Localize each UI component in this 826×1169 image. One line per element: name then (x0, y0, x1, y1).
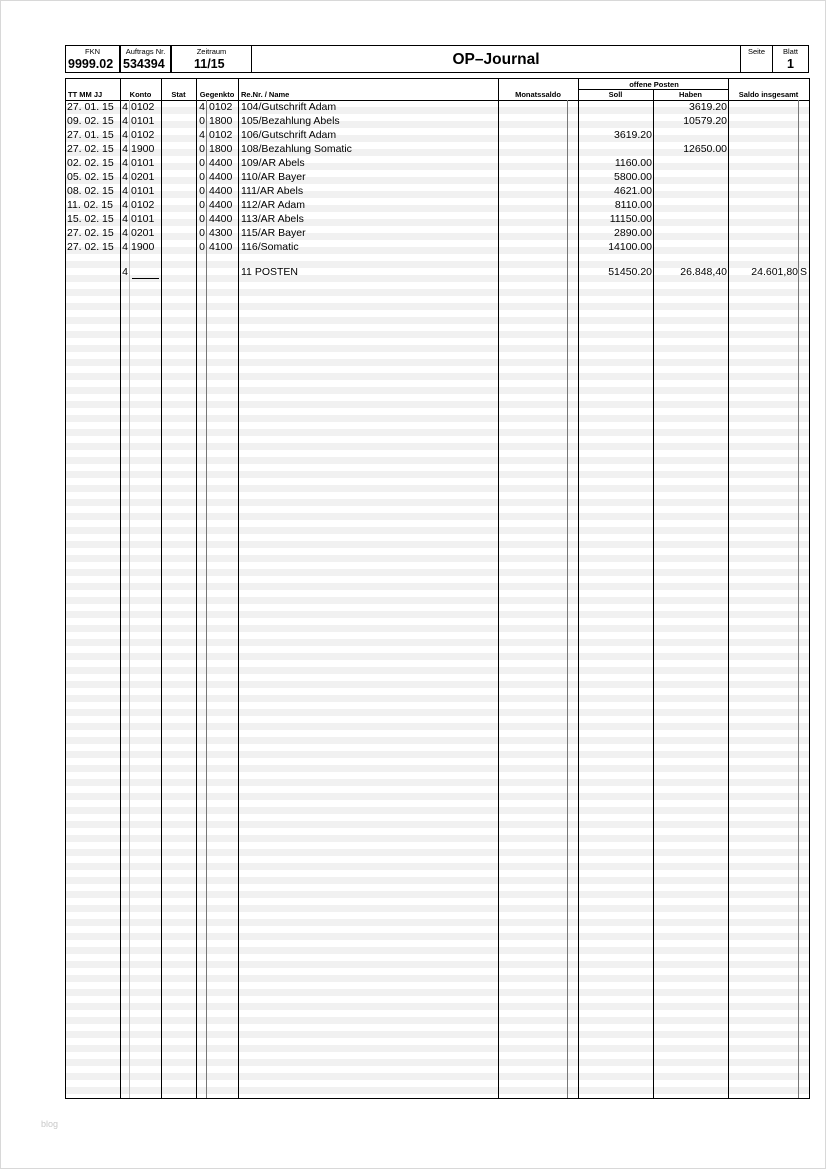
col-header-haben: Haben (679, 90, 702, 99)
row-konto-prefix: 4 (122, 101, 128, 113)
col-header-offene-posten: offene Posten (579, 80, 729, 90)
row-name: 112/AR Adam (241, 199, 306, 211)
row-soll: 5800.00 (614, 171, 652, 183)
row-konto: 1900 (131, 143, 155, 155)
row-soll: 11150.00 (609, 213, 652, 225)
row-soll: 8110.00 (614, 199, 652, 211)
row-haben: 12650.00 (683, 143, 727, 155)
col-divider (728, 79, 729, 1098)
row-gegenkto: 4400 (209, 185, 233, 197)
row-date: 02. 02. 15 (67, 157, 114, 169)
seite-label: Seite (747, 47, 766, 56)
page-title: OP–Journal (251, 45, 741, 73)
total-konto-underline (132, 265, 159, 279)
row-name: 111/AR Abels (241, 185, 304, 197)
row-date: 05. 02. 15 (67, 171, 114, 183)
fkn-box (65, 45, 120, 73)
row-konto-prefix: 4 (122, 115, 128, 127)
row-gegenkto-prefix: 0 (199, 241, 205, 253)
row-konto-prefix: 4 (122, 227, 128, 239)
col-header-monatssaldo: Monatssaldo (515, 90, 561, 99)
row-gegenkto-prefix: 0 (199, 171, 205, 183)
row-gegenkto: 4400 (209, 213, 233, 225)
blatt-label: Blatt (782, 47, 798, 56)
watermark-text: blog (41, 1119, 59, 1129)
row-haben: 3619.20 (689, 101, 727, 113)
row-gegenkto-prefix: 0 (199, 115, 205, 127)
row-soll: 3619.20 (614, 129, 652, 141)
row-gegenkto-prefix: 4 (199, 129, 205, 141)
col-header-gegenkto: Gegenkto (199, 90, 235, 99)
col-divider (161, 79, 162, 1098)
row-gegenkto: 1800 (209, 115, 233, 127)
row-name: 116/Somatic (241, 241, 299, 253)
row-konto: 0102 (131, 101, 155, 113)
col-divider (798, 100, 799, 1098)
auftrag-value: 534394 (123, 57, 165, 71)
row-name: 113/AR Abels (241, 213, 304, 225)
zeitraum-box (171, 45, 252, 73)
row-konto: 0101 (131, 115, 155, 127)
col-header-date: TT MM JJ (68, 90, 103, 99)
total-saldo-suffix: S (800, 266, 808, 278)
row-date: 15. 02. 15 (67, 213, 114, 225)
seite-box (740, 45, 773, 73)
col-header-stat: Stat (171, 90, 186, 99)
row-gegenkto-prefix: 0 (199, 185, 205, 197)
row-konto: 0201 (131, 227, 155, 239)
blatt-value: 1 (787, 57, 794, 71)
auftrag-label: Auftrags Nr. (125, 47, 166, 56)
row-name: 105/Bezahlung Abels (241, 115, 340, 127)
row-konto: 0201 (131, 171, 155, 183)
row-date: 08. 02. 15 (67, 185, 114, 197)
total-soll: 51450.20 (608, 266, 652, 278)
row-konto-prefix: 4 (122, 199, 128, 211)
row-date: 27. 02. 15 (67, 143, 114, 155)
row-date: 27. 01. 15 (67, 129, 114, 141)
col-header-renr: Re.Nr. / Name (241, 90, 290, 99)
zeitraum-label: Zeitraum (196, 47, 227, 56)
row-gegenkto: 4400 (209, 199, 233, 211)
row-konto: 0102 (131, 199, 155, 211)
row-gegenkto: 0102 (209, 129, 233, 141)
row-gegenkto-prefix: 0 (199, 213, 205, 225)
row-konto-prefix: 4 (122, 213, 128, 225)
row-konto-prefix: 4 (122, 129, 128, 141)
row-date: 11. 02. 15 (67, 199, 113, 211)
col-divider (238, 79, 239, 1098)
row-konto: 0101 (131, 185, 155, 197)
row-konto: 1900 (131, 241, 155, 253)
col-divider (653, 89, 654, 1098)
col-header-saldo: Saldo insgesamt (738, 90, 799, 99)
row-gegenkto-prefix: 0 (199, 199, 205, 211)
row-gegenkto: 4400 (209, 157, 233, 169)
auftrag-box (120, 45, 171, 73)
row-name: 110/AR Bayer (241, 171, 306, 183)
total-label: 11 POSTEN (241, 266, 298, 278)
fkn-label: FKN (85, 47, 100, 56)
row-name: 104/Gutschrift Adam (241, 101, 337, 113)
row-date: 27. 02. 15 (67, 227, 114, 239)
row-name: 108/Bezahlung Somatic (241, 143, 352, 155)
col-divider (206, 100, 207, 1098)
row-haben: 10579.20 (683, 115, 727, 127)
row-konto: 0102 (131, 129, 155, 141)
row-soll: 14100.00 (608, 241, 652, 253)
row-gegenkto: 4400 (209, 171, 233, 183)
row-gegenkto: 4300 (209, 227, 233, 239)
row-gegenkto: 0102 (209, 101, 233, 113)
total-saldo: 24.601,80 (751, 266, 798, 278)
row-konto: 0101 (131, 213, 155, 225)
row-gegenkto-prefix: 0 (199, 157, 205, 169)
row-date: 27. 02. 15 (67, 241, 114, 253)
fkn-value: 9999.02 (68, 57, 114, 71)
col-header-konto: Konto (129, 90, 152, 99)
col-header-soll: Soll (608, 90, 623, 99)
row-soll: 2890.00 (614, 227, 652, 239)
row-gegenkto: 4100 (209, 241, 233, 253)
row-konto-prefix: 4 (122, 143, 128, 155)
row-gegenkto: 1800 (209, 143, 233, 155)
row-soll: 1160.00 (614, 157, 652, 169)
col-divider (129, 100, 130, 1098)
zeitraum-value: 11/15 (194, 57, 225, 71)
row-name: 115/AR Bayer (241, 227, 306, 239)
row-gegenkto-prefix: 0 (199, 227, 205, 239)
row-gegenkto-prefix: 0 (199, 143, 205, 155)
row-konto-prefix: 4 (122, 241, 128, 253)
total-konto-prefix: 4 (122, 266, 128, 278)
row-date: 27. 01. 15 (67, 101, 114, 113)
row-konto: 0101 (131, 157, 155, 169)
row-konto-prefix: 4 (122, 157, 128, 169)
blatt-box (772, 45, 809, 73)
row-gegenkto-prefix: 4 (199, 101, 205, 113)
total-haben: 26.848,40 (680, 266, 727, 278)
row-konto-prefix: 4 (122, 185, 128, 197)
row-name: 109/AR Abels (241, 157, 305, 169)
col-divider (567, 100, 568, 1098)
row-soll: 4621.00 (614, 185, 652, 197)
col-divider (498, 79, 499, 1098)
row-konto-prefix: 4 (122, 171, 128, 183)
row-date: 09. 02. 15 (67, 115, 114, 127)
journal-table (65, 78, 810, 1099)
row-name: 106/Gutschrift Adam (241, 129, 337, 141)
